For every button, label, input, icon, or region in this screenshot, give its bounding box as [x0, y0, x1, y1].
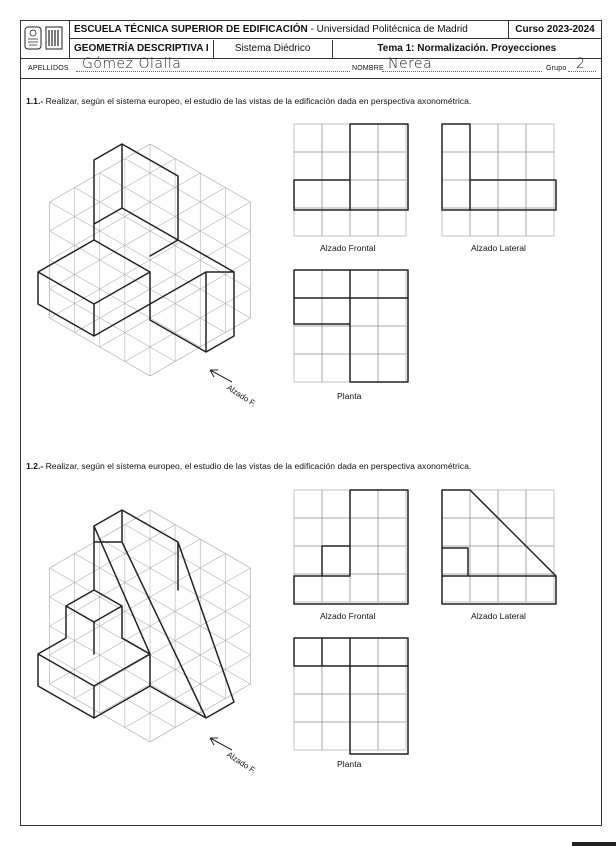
view-alzado-lateral-1 [440, 122, 560, 242]
student-row [20, 56, 602, 79]
view-alzado-lateral-2 [440, 488, 560, 608]
scan-edge-mark [572, 842, 616, 846]
surname-label: APELLIDOS [28, 65, 69, 72]
logo-cell [21, 21, 70, 59]
system-label: Sistema Diédrico [234, 43, 311, 55]
view-planta-1 [292, 268, 412, 388]
course-cell [509, 21, 602, 39]
name-line [382, 71, 542, 72]
surname-value: Gómez Olalla [82, 56, 182, 72]
exercise-1-2-statement [26, 461, 471, 471]
university-logo-icon [21, 21, 67, 55]
caption-planta-1: Planta [337, 391, 362, 401]
school-cell [70, 21, 509, 39]
exercise-1-1-number: 1.1.- [26, 96, 44, 106]
axonometric-drawing-2 [20, 476, 280, 776]
header [20, 20, 602, 56]
caption-alzado-lateral-2: Alzado Lateral [471, 611, 526, 621]
front-direction-arrow-2 [208, 734, 268, 774]
caption-alzado-frontal-1: Alzado Frontal [320, 243, 376, 253]
view-alzado-frontal-2 [292, 488, 412, 608]
topic-label: Tema 1: Normalización. Proyecciones [377, 43, 557, 55]
caption-alzado-lateral-1: Alzado Lateral [471, 243, 526, 253]
exercise-1-2-number: 1.2.- [26, 461, 44, 471]
course-label: Curso 2023-2024 [515, 24, 595, 36]
caption-planta-2: Planta [337, 759, 362, 769]
exercise-1-1-statement [26, 96, 471, 106]
name-value: Nerea [388, 56, 433, 72]
front-direction-arrow-1 [208, 366, 268, 409]
university-name: - Universidad Politécnica de Madrid [310, 24, 468, 36]
caption-alzado-frontal-2: Alzado Frontal [320, 611, 376, 621]
view-alzado-frontal-1 [292, 122, 412, 242]
exercise-1-1-text: Realizar, según el sistema europeo, el estudio de las vistas de la edificación dada en perspectiva axonométrica. [45, 96, 472, 106]
school-name: ESCUELA TÉCNICA SUPERIOR DE EDIFICACIÓN [74, 24, 308, 36]
group-line [568, 71, 596, 72]
arrow-label-2: Alzado F. [225, 750, 258, 776]
name-label: NOMBRE [352, 65, 384, 72]
subject-label: GEOMETRÍA DESCRIPTIVA I [74, 43, 209, 55]
group-value: 2 [576, 56, 586, 72]
view-planta-2 [292, 636, 412, 766]
group-label: Grupo [546, 65, 567, 72]
exercise-1-2-text: Realizar, según el sistema europeo, el estudio de las vistas de la edificación dada en perspectiva axonométrica. [45, 461, 472, 471]
axonometric-drawing-1 [20, 110, 280, 410]
arrow-label-1: Alzado F. [225, 383, 258, 409]
surname-line [76, 71, 350, 72]
